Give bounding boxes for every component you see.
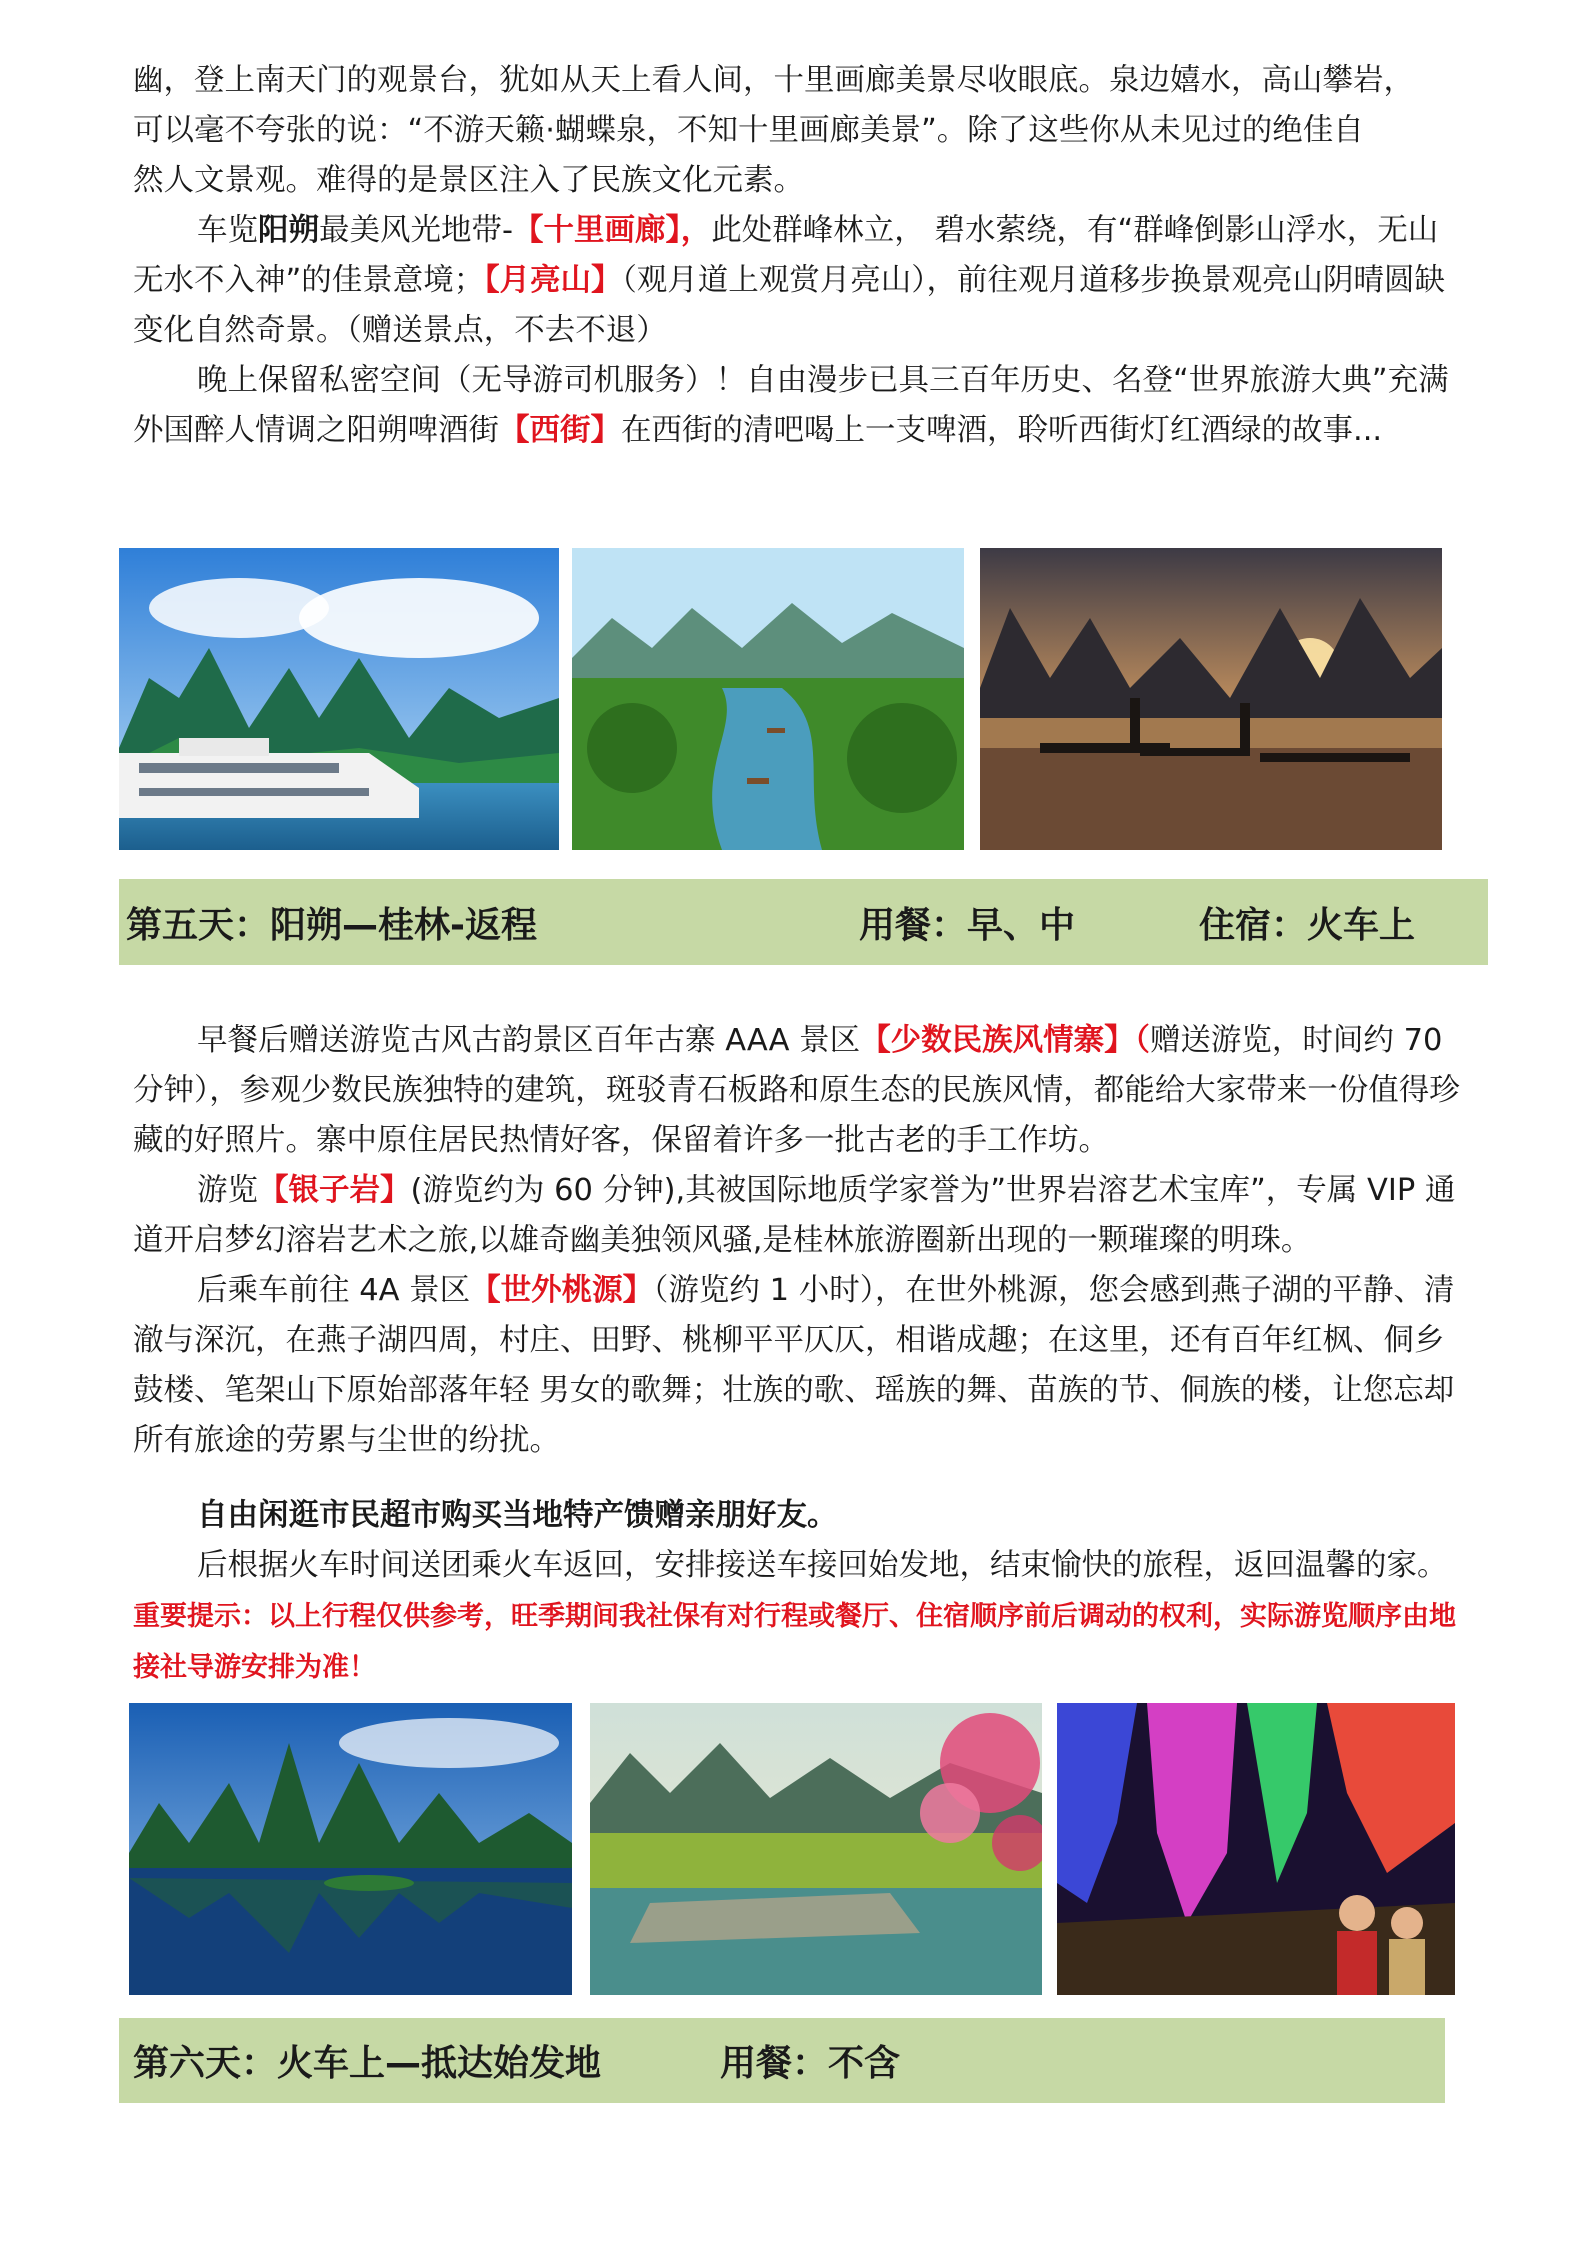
photo-lake-pavilion-blossoms <box>590 1703 1042 1995</box>
text-line: 幽，登上南天门的观景台，犹如从天上看人间，十里画廊美景尽收眼底。泉边嬉水，高山攀岩， <box>133 63 1414 98</box>
photo-cruise-boat-karst <box>119 548 559 850</box>
day-title: 第六天：火车上—抵达始发地 <box>133 2043 602 2084</box>
text: 赠送游览，时间约 70 分钟），参观少数民族独特的建筑，斑驳青石板路和原生态的民族风情，都能给大家带来一份值得珍藏的好照片。寨中原住居民热情好客，保留着许多一批古老的手工作坊。 <box>133 1023 1460 1158</box>
text: 晚上保留私密空间（无导游司机服务）！自由漫步已具三百年历史、名登“世界旅游大典”充满外国醉人情调之阳朔啤酒街 <box>133 363 1449 448</box>
text-line: 可以毫不夸张的说：“不游天籁·蝴蝶泉，不知十里画廊美景”。除了这些你从未见过的绝佳自 <box>133 113 1364 148</box>
day-header-day5 <box>119 879 1488 965</box>
place-yangshuo: 阳朔 <box>258 213 319 248</box>
paragraph-intro-continuation <box>133 56 1465 206</box>
text-line: 然人文景观。难得的是景区注入了民族文化元素。 <box>133 163 804 198</box>
text: 后乘车前往 4A 景区 <box>197 1273 471 1308</box>
text: 在西街的清吧喝上一支啤酒，聆听西街灯红酒绿的故事... <box>621 413 1383 448</box>
day-meals: 用餐：不含 <box>720 2043 901 2084</box>
photo-cormorant-fishermen-sunset <box>980 548 1442 850</box>
text: （观月道上观赏月亮山），前往观月道移步换景观亮山阴晴圆缺变化自然奇景。（赠送景点，不去不退） <box>133 263 1446 348</box>
text: 后根据火车时间送团乘火车返回，安排接送车接回始发地，结束愉快的旅程，返回温馨的家。 <box>197 1548 1448 1583</box>
day-title: 第五天：阳朔—桂林-返程 <box>126 904 537 946</box>
text: （游览约 1 小时），在世外桃源，您会感到燕子湖的平静、清澈与深沉，在燕子湖四周，村庄、田野、桃柳平平仄仄，相谐成趣；在这里，还有百年红枫、侗乡鼓楼、笔架山下原始部落年轻 男女的歌舞；壮族的歌、瑶族的舞、苗族的节、侗族的楼，让您忘却所有旅途的劳累与尘世的纷扰。 <box>133 1273 1455 1458</box>
day-meals: 用餐：早、中 <box>859 904 1076 946</box>
photo-river-valley-rafts <box>572 548 964 850</box>
text: 车览 <box>197 213 258 248</box>
highlight-shiwaitaoyuan: 【世外桃源】 <box>470 1273 654 1308</box>
day-header-day6 <box>119 2018 1445 2103</box>
text: (游览约为 60 分钟),其被国际地质学家誉为”世界岩溶艺术宝库”，专属 VIP 通道开启梦幻溶岩艺术之旅,以雄奇幽美独领风骚,是桂林旅游圈新出现的一颗璀璨的明珠。 <box>133 1173 1456 1258</box>
highlight-yueliangshan: 【月亮山】 <box>484 263 622 298</box>
paragraph-return-and-note <box>133 1541 1465 1693</box>
text: 早餐后赠送游览古风古韵景区百年古寨 AAA 景区 <box>197 1023 861 1058</box>
highlight-minority-village: 【少数民族风情寨】（ <box>860 1023 1150 1058</box>
paragraph-west-street <box>133 356 1465 456</box>
paragraph-yangshuo-scenic <box>133 206 1465 356</box>
paragraph-ethnic-village <box>133 1016 1465 1166</box>
text: 此处群峰林立， 碧水萦绕，有“群峰倒影山浮水，无山无水不入神”的佳景意境； <box>133 213 1439 298</box>
photo-karst-lake-reflection <box>129 1703 572 1995</box>
highlight-xijie: 【西街】 <box>499 413 621 448</box>
paragraph-free-shopping: 自由闲逛市民超市购买当地特产馈赠亲朋好友。 <box>197 1498 838 1533</box>
paragraph-silver-cave <box>133 1166 1465 1266</box>
day-accommodation: 住宿：火车上 <box>1199 904 1416 946</box>
paragraph-shiwaitaoyuan <box>133 1266 1465 1466</box>
text: 最美风光地带- <box>319 213 514 248</box>
important-notice: 重要提示：以上行程仅供参考，旺季期间我社保有对行程或餐厅、住宿顺序前后调动的权利，实际游览顺序由地接社导游安排为准！ <box>133 1601 1456 1683</box>
photo-illuminated-cave <box>1057 1703 1455 1995</box>
highlight-shilihualang: 【十里画廊】， <box>513 213 712 248</box>
text: 游览 <box>197 1173 258 1208</box>
highlight-yinziyan: 【银子岩】 <box>258 1173 411 1208</box>
